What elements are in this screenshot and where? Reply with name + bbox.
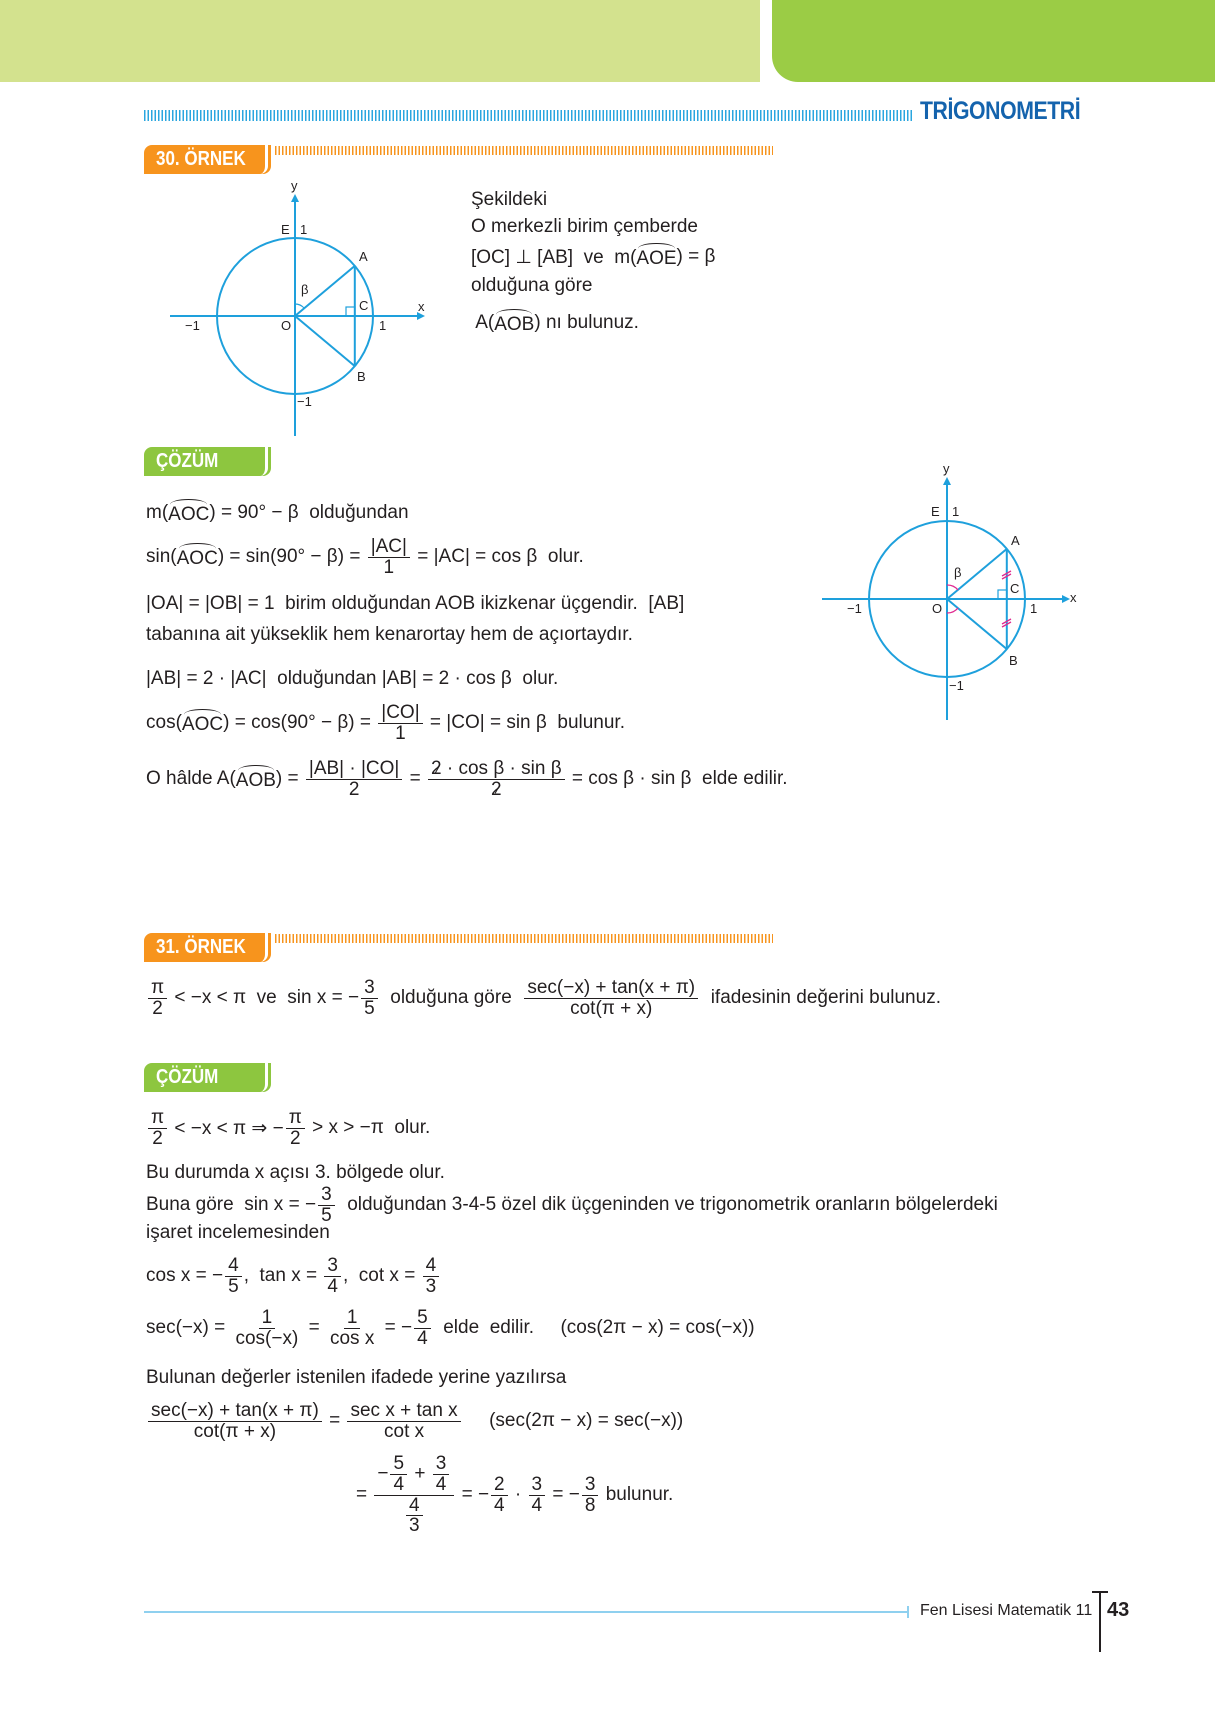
denominator	[392, 724, 409, 744]
math-text: 2	[494, 1473, 505, 1495]
text-line	[146, 1363, 566, 1393]
text-line	[471, 242, 715, 272]
math-text: = −	[547, 1484, 580, 1505]
math-text: , cot x =	[342, 1265, 421, 1286]
example-31-badge	[144, 933, 268, 962]
text-line	[471, 185, 547, 215]
badge-label: ÇÖZÜM	[156, 450, 219, 472]
math-text: 8	[584, 1494, 596, 1516]
numerator	[433, 1454, 450, 1475]
denominator	[401, 1496, 428, 1537]
math-text: = |AC| = cos β olur.	[411, 546, 584, 567]
math-text: |CO|	[381, 701, 420, 723]
label-E: E	[931, 504, 940, 519]
numerator	[286, 1108, 305, 1129]
label-B: B	[1009, 653, 1018, 668]
math-text: ) = sin(90° − β) =	[217, 546, 366, 567]
label-A: A	[359, 249, 368, 264]
math-text: cot(π + x)	[570, 997, 653, 1019]
math-text: π	[288, 1106, 302, 1128]
math-text: 4	[327, 1275, 338, 1297]
denominator	[225, 1277, 242, 1297]
numerator	[529, 1475, 546, 1496]
label-minus-1-bottom: −1	[949, 678, 964, 693]
math-text: 4	[531, 1494, 543, 1516]
fraction	[306, 759, 402, 800]
math-text: 4	[425, 1254, 437, 1276]
denominator	[232, 1329, 301, 1349]
label-C: C	[359, 298, 369, 313]
numerator	[414, 1308, 431, 1329]
math-text: (sec(2π − x) = sec(−x))	[462, 1410, 684, 1431]
label-y: y	[291, 178, 298, 193]
text-line	[146, 620, 633, 650]
fraction	[491, 1475, 508, 1516]
y-arrow-icon	[291, 194, 299, 202]
badge-label: 31. ÖRNEK	[156, 936, 246, 958]
math-text: =	[303, 1317, 325, 1338]
math-text: 2	[348, 778, 360, 800]
beta-arc	[295, 304, 304, 308]
fraction	[327, 1308, 377, 1349]
numerator	[148, 978, 167, 999]
denominator	[414, 1329, 431, 1349]
math-text: cos x = −	[146, 1265, 224, 1286]
label-beta: β	[301, 282, 309, 297]
text-line	[146, 1106, 431, 1149]
numerator	[148, 1108, 167, 1129]
math-text: olduğuna göre	[379, 987, 523, 1008]
fraction	[148, 1401, 322, 1442]
denominator	[390, 1475, 407, 1495]
numerator	[344, 1308, 361, 1329]
math-text: ) = cos(90° − β) =	[223, 712, 377, 733]
denominator	[381, 1422, 427, 1442]
angle-hat: AOC	[177, 544, 218, 570]
math-text: A(	[471, 312, 495, 333]
numerator	[306, 759, 402, 780]
x-arrow-icon	[1062, 595, 1070, 603]
math-text: 3	[425, 1275, 437, 1297]
label-E: E	[281, 222, 290, 237]
footer-divider	[1099, 1591, 1101, 1652]
label-C: C	[1010, 581, 1020, 596]
denominator	[287, 1129, 304, 1149]
cancelled-term: 2	[431, 757, 442, 779]
solution-31-badge	[144, 1063, 268, 1092]
math-text: +	[409, 1463, 431, 1485]
text-line	[146, 1158, 445, 1188]
numerator	[259, 1308, 276, 1329]
text-line	[471, 308, 639, 338]
math-text: O merkezli birim çemberde	[471, 216, 698, 237]
label-O: O	[932, 601, 943, 616]
numerator	[148, 1401, 322, 1422]
segment-OB	[295, 316, 355, 366]
denominator	[488, 780, 505, 800]
fraction	[529, 1475, 546, 1516]
fraction	[406, 1496, 423, 1537]
label-A: A	[1011, 533, 1020, 548]
denominator	[191, 1422, 279, 1442]
unit-circle-figure-1	[145, 176, 445, 456]
math-text: cot(π + x)	[193, 1420, 277, 1442]
math-text: 5	[393, 1452, 405, 1474]
math-text: işaret incelemesinden	[146, 1222, 330, 1243]
math-text: = −	[456, 1484, 490, 1505]
math-text: |AC|	[370, 535, 407, 557]
math-text: sec(−x) + tan(x + π)	[151, 1399, 319, 1421]
numerator	[390, 1454, 407, 1475]
denominator	[582, 1496, 599, 1516]
text-line	[146, 701, 625, 744]
footer-rule	[144, 1611, 909, 1613]
solution-30-badge	[144, 447, 268, 476]
angle-hat: AOB	[494, 310, 534, 336]
footer-rule-tick	[907, 1606, 909, 1618]
math-text: , tan x =	[243, 1265, 323, 1286]
text-line	[146, 664, 558, 694]
fraction	[374, 1454, 454, 1537]
math-text: 3	[327, 1254, 338, 1276]
math-text: sec(−x) + tan(x + π)	[527, 976, 696, 998]
numerator	[378, 703, 422, 724]
cancelled-term: 2	[491, 778, 502, 800]
math-text: ) = β	[676, 246, 716, 267]
math-text: = cos β · sin β elde edilir.	[566, 768, 788, 789]
math-text: 4	[409, 1494, 420, 1516]
math-text: ) =	[275, 768, 304, 789]
fraction	[324, 1256, 341, 1297]
fraction	[368, 537, 410, 578]
page-number: 43	[1107, 1599, 1130, 1621]
fraction	[347, 1401, 460, 1442]
fraction	[390, 1454, 407, 1495]
title-rule	[144, 110, 914, 121]
angle-hat: AOC	[182, 710, 223, 736]
segment-OB	[947, 599, 1007, 649]
label-1-top: 1	[952, 504, 960, 519]
example-31-rule	[275, 934, 773, 943]
denominator	[406, 1516, 423, 1536]
fraction	[232, 1308, 301, 1349]
math-text: 1	[383, 556, 395, 578]
math-text: · cos β · sin β	[441, 757, 562, 779]
label-minus-1-left: −1	[847, 601, 862, 616]
math-text: cot x	[384, 1420, 425, 1442]
math-text: 4	[435, 1473, 447, 1495]
fraction	[433, 1454, 450, 1495]
math-text: =	[404, 768, 427, 789]
label-minus-1-bottom: −1	[297, 394, 312, 409]
header-band-light	[0, 0, 760, 82]
numerator	[423, 1256, 440, 1277]
math-text: 4	[393, 1473, 405, 1495]
math-text: 3	[321, 1183, 332, 1205]
text-line	[146, 1306, 755, 1349]
math-text: < −x < π ve sin x = −	[169, 987, 360, 1008]
denominator	[381, 558, 398, 578]
fraction	[225, 1256, 242, 1297]
denominator	[327, 1329, 377, 1349]
fraction	[414, 1308, 431, 1349]
math-text: cos x	[329, 1327, 375, 1349]
math-text: Bulunan değerler istenilen ifadede yerine yazılırsa	[146, 1367, 567, 1388]
numerator	[428, 759, 565, 780]
numerator	[374, 1454, 454, 1496]
math-text: 5	[228, 1275, 239, 1297]
denominator	[491, 1496, 508, 1516]
math-text: sec x + tan x	[350, 1399, 458, 1421]
numerator	[324, 1256, 341, 1277]
text-line	[146, 535, 584, 578]
right-angle-mark	[346, 307, 355, 316]
text-line	[146, 757, 788, 800]
fraction	[148, 1108, 167, 1149]
numerator	[347, 1401, 460, 1422]
numerator	[406, 1496, 423, 1517]
label-1-right: 1	[1030, 601, 1038, 616]
fraction	[423, 1256, 440, 1297]
math-text: 5	[321, 1204, 332, 1226]
label-y: y	[943, 461, 950, 476]
numerator	[582, 1475, 599, 1496]
y-arrow-icon	[943, 477, 951, 485]
right-angle-mark	[998, 590, 1007, 599]
numerator	[491, 1475, 508, 1496]
fraction	[428, 759, 565, 800]
text-line	[146, 1218, 330, 1248]
math-text: Şekildeki	[471, 189, 548, 210]
denominator	[567, 999, 655, 1019]
math-text: Buna göre sin x = −	[146, 1194, 317, 1215]
math-text: = −	[379, 1317, 413, 1338]
math-text: 2	[152, 997, 163, 1019]
angle-hat: AOB	[236, 766, 276, 792]
math-text: |AB| · |CO|	[308, 757, 400, 779]
denominator	[346, 780, 363, 800]
text-line	[146, 498, 409, 528]
fraction	[524, 978, 698, 1019]
math-text: < −x < π ⇒ −	[169, 1117, 284, 1139]
math-text: m(	[146, 502, 169, 523]
label-O: O	[281, 318, 292, 333]
math-text: elde edilir. (cos(2π − x) = cos(−x))	[432, 1317, 755, 1338]
math-text: olduğundan 3-4-5 özel dik üçgeninden ve trigonometrik oranların bölgelerdeki	[336, 1194, 998, 1215]
numerator	[225, 1256, 242, 1277]
text-line	[146, 589, 684, 619]
angle-hat: AOE	[636, 244, 676, 270]
math-text: 4	[417, 1327, 428, 1349]
math-text: 3	[435, 1452, 447, 1474]
math-text: sec(−x) =	[146, 1317, 231, 1338]
math-text: 5	[364, 997, 375, 1019]
math-text: O hâlde A(	[146, 768, 236, 789]
math-text: sin(	[146, 546, 177, 567]
math-text: cos(−x)	[235, 1327, 299, 1349]
math-text: ) nı bulunuz.	[534, 312, 639, 333]
text-line	[146, 1399, 684, 1442]
math-text: π	[151, 976, 165, 998]
angle-hat: AOC	[168, 500, 209, 526]
math-text: = |CO| = sin β bulunur.	[424, 712, 625, 733]
math-text: 3	[584, 1473, 596, 1495]
text-line	[471, 212, 698, 242]
text-line	[356, 1452, 674, 1537]
math-text: 3	[409, 1515, 420, 1537]
math-text: bulunur.	[600, 1484, 674, 1505]
math-text: |OA| = |OB| = 1 birim olduğundan AOB ikizkenar üçgendir. [AB]	[146, 593, 685, 614]
math-text: 1	[346, 1306, 358, 1328]
denominator	[423, 1277, 440, 1297]
example-30-badge	[144, 145, 268, 174]
numerator	[361, 978, 378, 999]
math-text: 5	[417, 1306, 428, 1328]
text-line	[146, 1254, 441, 1297]
numerator	[368, 537, 410, 558]
math-text: Bu durumda x açısı 3. bölgede olur.	[146, 1162, 445, 1183]
math-text: > x > −π olur.	[306, 1117, 431, 1138]
math-text: ifadesinin değerini bulunuz.	[700, 987, 941, 1008]
badge-label: 30. ÖRNEK	[156, 148, 246, 170]
label-minus-1-left: −1	[185, 318, 200, 333]
math-text: 2	[289, 1127, 301, 1149]
numerator	[524, 978, 698, 999]
text-line	[471, 271, 593, 301]
math-text: 3	[531, 1473, 543, 1495]
header-band-dark	[772, 0, 1215, 82]
label-1-top: 1	[300, 222, 308, 237]
math-text: 4	[228, 1254, 239, 1276]
math-text: =	[356, 1484, 373, 1505]
label-x: x	[1070, 590, 1077, 605]
math-text: −	[377, 1463, 389, 1485]
label-beta: β	[954, 565, 962, 580]
badge-label: ÇÖZÜM	[156, 1066, 219, 1088]
denominator	[149, 999, 166, 1019]
math-text: 1	[261, 1306, 273, 1328]
fraction	[378, 703, 422, 744]
denominator	[149, 1129, 166, 1149]
math-text: 2	[152, 1127, 163, 1149]
denominator	[361, 999, 378, 1019]
math-text: ) = 90° − β olduğundan	[209, 502, 409, 523]
denominator	[433, 1475, 450, 1495]
label-1-right: 1	[379, 318, 387, 333]
math-text: [OC] ⊥ [AB] ve m(	[471, 246, 637, 268]
math-text: 1	[395, 722, 406, 744]
label-B: B	[357, 369, 366, 384]
math-text: ·	[509, 1484, 527, 1505]
footer-divider-top	[1092, 1591, 1108, 1593]
math-text: tabanına ait yükseklik hem kenarortay hem de açıortaydır.	[146, 624, 633, 645]
math-text: |AB| = 2 · |AC| olduğundan |AB| = 2 · cos β olur.	[146, 668, 559, 689]
fraction	[286, 1108, 305, 1149]
text-line	[146, 976, 941, 1019]
text-line	[146, 1183, 998, 1226]
unit-circle-figure-2	[797, 459, 1097, 739]
denominator	[529, 1496, 546, 1516]
fraction	[582, 1475, 599, 1516]
math-text: 4	[494, 1494, 505, 1516]
math-text: π	[151, 1106, 165, 1128]
math-text: 3	[364, 976, 375, 998]
numerator	[318, 1185, 335, 1206]
label-x: x	[418, 299, 425, 314]
math-text: olduğuna göre	[471, 275, 593, 296]
math-text: cos(	[146, 712, 182, 733]
math-text: =	[323, 1410, 346, 1431]
book-title: Fen Lisesi Matematik 11	[920, 1602, 1093, 1619]
example-30-rule	[275, 146, 773, 155]
denominator	[324, 1277, 341, 1297]
fraction	[148, 978, 167, 1019]
fraction	[361, 978, 378, 1019]
chapter-title: TRİGONOMETRİ	[920, 97, 1081, 125]
